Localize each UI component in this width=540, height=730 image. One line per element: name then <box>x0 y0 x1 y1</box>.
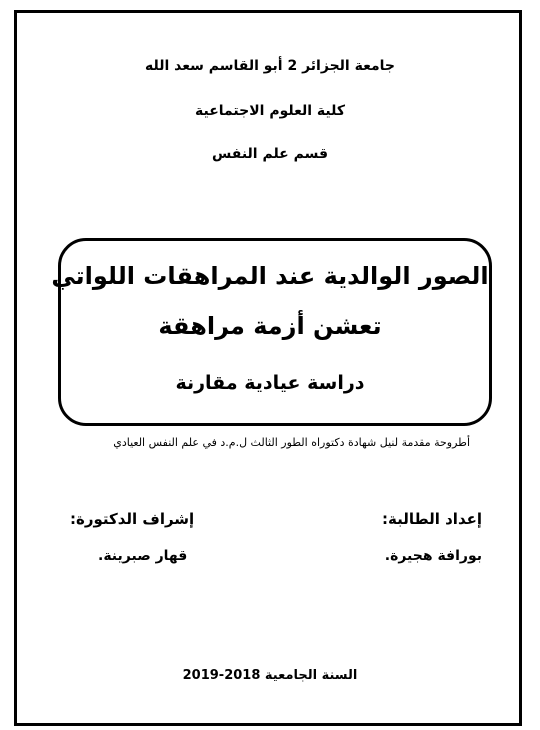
university-name: جامعة الجزائر 2 أبو القاسم سعد الله <box>144 58 395 74</box>
supervisor-label: إشراف الدكتورة: <box>70 510 195 528</box>
thesis-subtitle: دراسة عيادية مقارنة <box>175 372 365 394</box>
student-name: بورافة هجيرة. <box>384 548 482 564</box>
supervisor-name: قهار صبرينة. <box>98 548 188 564</box>
faculty-name: كلية العلوم الاجتماعية <box>195 103 345 119</box>
department-name: قسم علم النفس <box>211 146 329 162</box>
thesis-title-line-2: تعشن أزمة مراهقة <box>158 312 382 340</box>
thesis-degree-note: أطروحة مقدمة لنيل شهادة دكتوراه الطور الثالث ل.م.د في علم النفس العيادي <box>113 436 470 449</box>
thesis-title-line-1: الصور الوالدية عند المراهقات اللواتي <box>51 262 489 290</box>
student-label: إعداد الطالبة: <box>382 510 482 528</box>
academic-year: السنة الجامعية 2018-2019 <box>182 668 358 683</box>
